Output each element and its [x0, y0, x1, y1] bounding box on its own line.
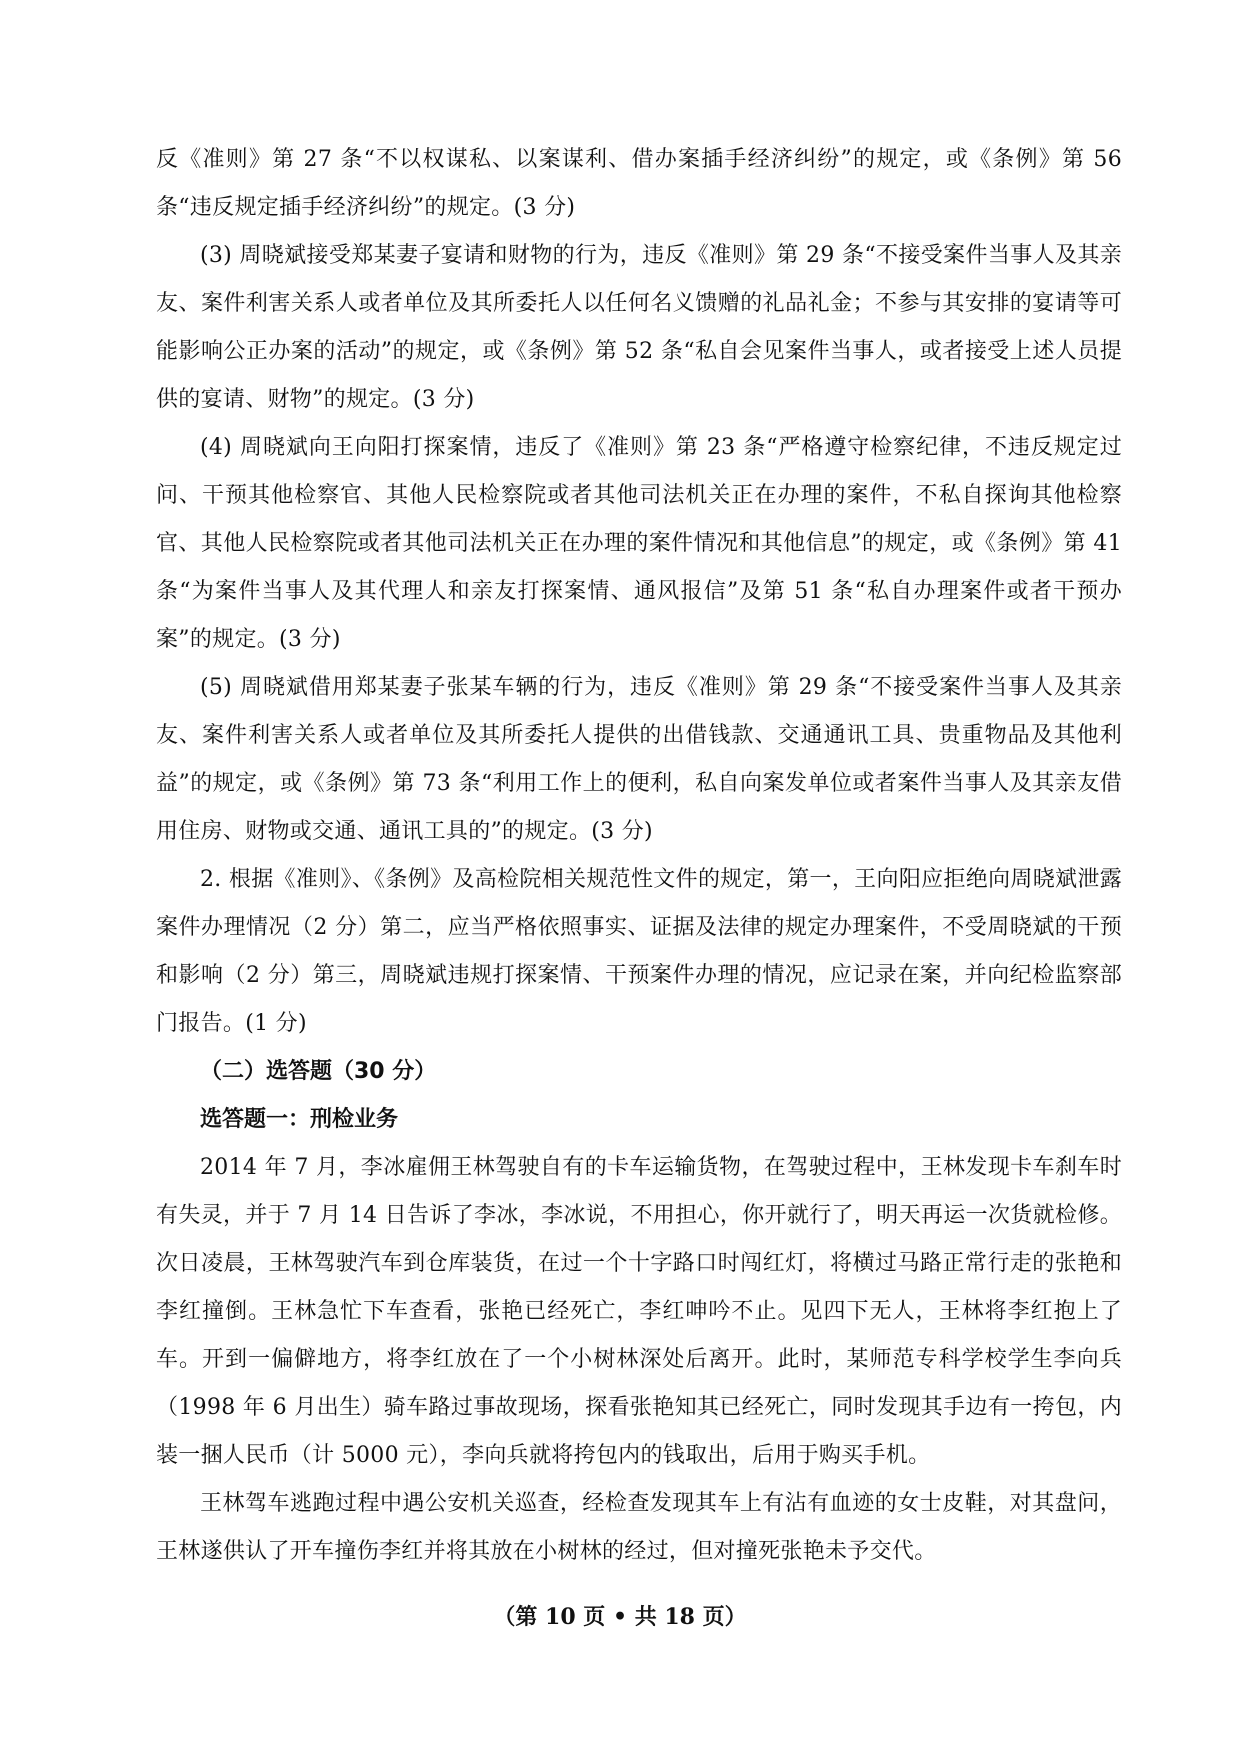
paragraph-item-5: (5) 周晓斌借用郑某妻子张某车辆的行为，违反《准则》第 29 条“不接受案件当事人及其亲友、案件利害关系人或者单位及其所委托人提供的出借钱款、交通通讯工具、贵重物品及其他利益”的规定，或《条例》第 73 条“利用工作上的便利，私自向案发单位或者案件当事人及其亲友借用住房、财物或交通、通讯工具的”的规定。(3 分) [156, 675, 1122, 844]
case-paragraph-1: 2014 年 7 月，李冰雇佣王林驾驶自有的卡车运输货物，在驾驶过程中，王林发现卡车刹车时有失灵，并于 7 月 14 日告诉了李冰，李冰说，不用担心，你开就行了，明天再运一次货就检修。次日凌晨，王林驾驶汽车到仓库装货，在过一个十字路口时闯红灯，将横过马路正常行走的张艳和李红撞倒。王林急忙下车查看，张艳已经死亡，李红呻吟不止。见四下无人，王林将李红抱上了车。开到一偏僻地方，将李红放在了一个小树林深处后离开。此时，某师范专科学校学生李向兵（1998 年 6 月出生）骑车路过事故现场，探看张艳知其已经死亡，同时发现其手边有一挎包，内装一捆人民币（计 5000 元），李向兵就将挎包内的钱取出，后用于购买手机。 [156, 1155, 1122, 1468]
page-footer: （第 10 页 • 共 18 页） [493, 1604, 747, 1630]
case-paragraph-2: 王林驾车逃跑过程中遇公安机关巡查，经检查发现其车上有沾有血迹的女士皮鞋，对其盘问，王林遂供认了开车撞伤李红并将其放在小树林的经过，但对撞死张艳未予交代。 [156, 1491, 1122, 1564]
paragraph-item-4: (4) 周晓斌向王向阳打探案情，违反了《准则》第 23 条“严格遵守检察纪律，不违反规定过问、干预其他检察官、其他人民检察院或者其他司法机关正在办理的案件，不私自探询其他检察官、其他人民检察院或者其他司法机关正在办理的案件情况和其他信息”的规定，或《条例》第 41 条“为案件当事人及其代理人和亲友打探案情、通风报信”及第 51 条“私自办理案件或者干预办案”的规定。(3 分) [156, 435, 1122, 652]
section-heading: （二）选答题（30 分） [200, 1059, 437, 1084]
paragraph-continuation: 反《准则》第 27 条“不以权谋私、以案谋利、借办案插手经济纠纷”的规定，或《条例》第 56 条“违反规定插手经济纠纷”的规定。(3 分) [156, 147, 1122, 220]
paragraph-answer-2: 2. 根据《准则》、《条例》及高检院相关规范性文件的规定，第一，王向阳应拒绝向周晓斌泄露案件办理情况（2 分）第二，应当严格依照事实、证据及法律的规定办理案件，不受周晓斌的干预和影响（2 分）第三，周晓斌违规打探案情、干预案件办理的情况，应记录在案，并向纪检监察部门报告。(1 分) [156, 867, 1122, 1036]
page-content [156, 136, 1122, 1576]
paragraph-item-3: (3) 周晓斌接受郑某妻子宴请和财物的行为，违反《准则》第 29 条“不接受案件当事人及其亲友、案件利害关系人或者单位及其所委托人以任何名义馈赠的礼品礼金；不参与其安排的宴请等可能影响公正办案的活动”的规定，或《条例》第 52 条“私自会见案件当事人，或者接受上述人员提供的宴请、财物”的规定。(3 分) [156, 243, 1122, 412]
sub-heading: 选答题一：刑检业务 [200, 1107, 399, 1132]
